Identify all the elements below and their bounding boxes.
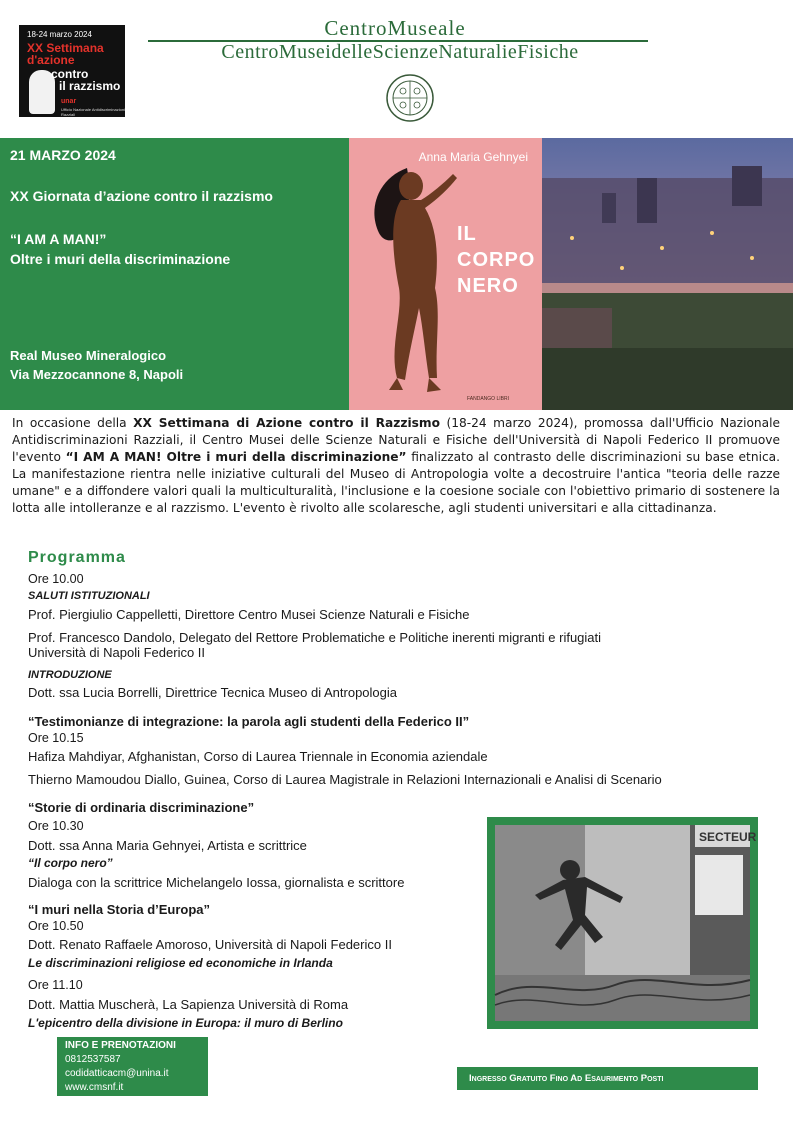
info-email-link[interactable]: codidatticacm@unina.it <box>65 1068 169 1079</box>
event-date: 21 MARZO 2024 <box>10 147 116 163</box>
city-photo-image <box>542 138 793 410</box>
logo-line-4: il razzismo <box>59 79 121 93</box>
event-title: “I AM A MAN!” <box>10 231 107 247</box>
event-place: Real Museo Mineralogico <box>10 348 167 363</box>
program-session-title: “I muri nella Storia d’Europa” <box>28 902 211 917</box>
program-talk-title: Le discriminazioni religiose ed economiche in Irlanda <box>28 956 333 970</box>
program-talk-title: “Il corpo nero” <box>28 856 113 870</box>
free-entry-badge: Ingresso Gratuito Fino Ad Esaurimento Posti <box>457 1067 758 1090</box>
logo-line-1: XX Settimana <box>27 41 104 55</box>
book-title-line-2: CORPO <box>457 249 536 271</box>
event-subtitle: Oltre i muri della discriminazione <box>10 251 231 267</box>
program-time: Ore 10.50 <box>28 919 84 933</box>
book-publisher: FANDANGO LIBRI <box>467 396 509 402</box>
secteur-sign: SECTEUR <box>699 830 757 844</box>
info-heading: INFO E PRENOTAZIONI <box>65 1040 176 1051</box>
program-time: Ore 10.00 <box>28 572 84 586</box>
program-speaker: Hafiza Mahdiyar, Afghanistan, Corso di Laurea Triennale in Economia aziendale <box>28 749 488 764</box>
intro-text-2: (18-24 marzo 2024), promossa dall'Ufficio Nazionale Antidiscriminazioni Razziali, il Centro Musei delle Scienze Naturali e Fisiche dell'Università di Napoli Federico II promuove l'evento <box>12 416 780 464</box>
program-speaker-affiliation: Università di Napoli Federico II <box>28 645 206 660</box>
event-name: XX Giornata d’azione contro il razzismo <box>10 188 273 204</box>
program-time: Ore 11.10 <box>28 978 83 992</box>
event-address: Via Mezzocannone 8, Napoli <box>10 367 184 382</box>
intro-text-1: In occasione della <box>12 416 134 430</box>
program-speaker: Dott. Renato Raffaele Amoroso, Università di Napoli Federico II <box>28 937 392 952</box>
program-speaker: Dott. Mattia Muscherà, La Sapienza Università di Roma <box>28 997 349 1012</box>
program-speaker: Dott. ssa Anna Maria Gehnyei, Artista e scrittrice <box>28 838 307 853</box>
program-speaker: Dott. ssa Lucia Borrelli, Direttrice Tecnica Museo di Antropologia <box>28 685 397 700</box>
book-cover-image <box>349 138 542 410</box>
intro-bold-2: “I AM A MAN! Oltre i muri della discriminazione” <box>65 450 407 464</box>
program-session-title: “Testimonianze di integrazione: la parola agli studenti della Federico II” <box>28 714 470 729</box>
berlin-wall-photo-frame <box>487 817 758 1029</box>
book-title-line-3: NERO <box>457 275 519 297</box>
book-title-line-1: IL <box>457 223 477 245</box>
logo-line-2: d'azione <box>27 53 75 67</box>
unar-logo: unar <box>61 98 77 105</box>
program-talk-title: L'epicentro della divisione in Europa: il muro di Berlino <box>28 1016 343 1030</box>
book-author: Anna Maria Gehnyei <box>418 150 528 164</box>
program-speaker: Thierno Mamoudou Diallo, Guinea, Corso di Laurea Magistrale in Relazioni Internazionali e Analisi di Scenario <box>28 772 662 787</box>
program-speaker: Prof. Piergiulio Cappelletti, Direttore Centro Musei Scienze Naturali e Fisiche <box>28 607 470 622</box>
info-phone: 0812537587 <box>65 1054 121 1065</box>
berlin-wall-photo-image <box>495 825 757 1021</box>
info-website-link[interactable]: www.cmsnf.it <box>65 1082 124 1093</box>
intro-text-3: finalizzato al contrasto delle discriminazioni su base etnica. La manifestazione rientra nelle iniziative culturali del Museo di Antropologia volte a decostruire l'antica "teoria delle razze umane" e a diffondere valori quali la multiculturalità, l'inclusione e la coesione sociale con l'obiettivo primario di sostenere la lotta alle intolleranze e al razzismo. L'evento è rivolto alle scolaresche, agli studenti universitari e alla cittadinanza. <box>12 450 780 515</box>
soldier-jumping-icon <box>495 825 750 1021</box>
program-time: Ore 10.15 <box>28 731 84 745</box>
info-box <box>57 1037 208 1096</box>
program-time: Ore 10.30 <box>28 819 84 833</box>
program-speaker: Prof. Francesco Dandolo, Delegato del Rettore Problematiche e Politiche inerenti migranti e rifugiati <box>28 630 602 645</box>
centro-musei-subtitle: CentroMuseidelleScienzeNaturalieFisiche <box>221 41 579 63</box>
university-seal-icon <box>385 73 435 123</box>
settimana-razzismo-logo <box>19 25 125 117</box>
centro-museale-title: CentroMuseale <box>324 16 466 40</box>
intro-paragraph <box>12 415 780 517</box>
intro-bold-1: XX Settimana di Azione contro il Razzismo <box>133 416 440 430</box>
logo-line-3: contro <box>51 67 89 81</box>
program-session-title: “Storie di ordinaria discriminazione” <box>28 800 255 815</box>
program-section-label: SALUTI ISTITUZIONALI <box>28 590 150 602</box>
program-heading: Programma <box>28 549 126 566</box>
program-section-label: INTRODUZIONE <box>28 669 112 681</box>
program-speaker: Dialoga con la scrittrice Michelangelo Iossa, giornalista e scrittore <box>28 875 405 890</box>
logo-dates: 18-24 marzo 2024 <box>27 30 92 39</box>
unar-subtitle: Ufficio Nazionale Antidiscriminazioni Razziali <box>61 107 125 117</box>
